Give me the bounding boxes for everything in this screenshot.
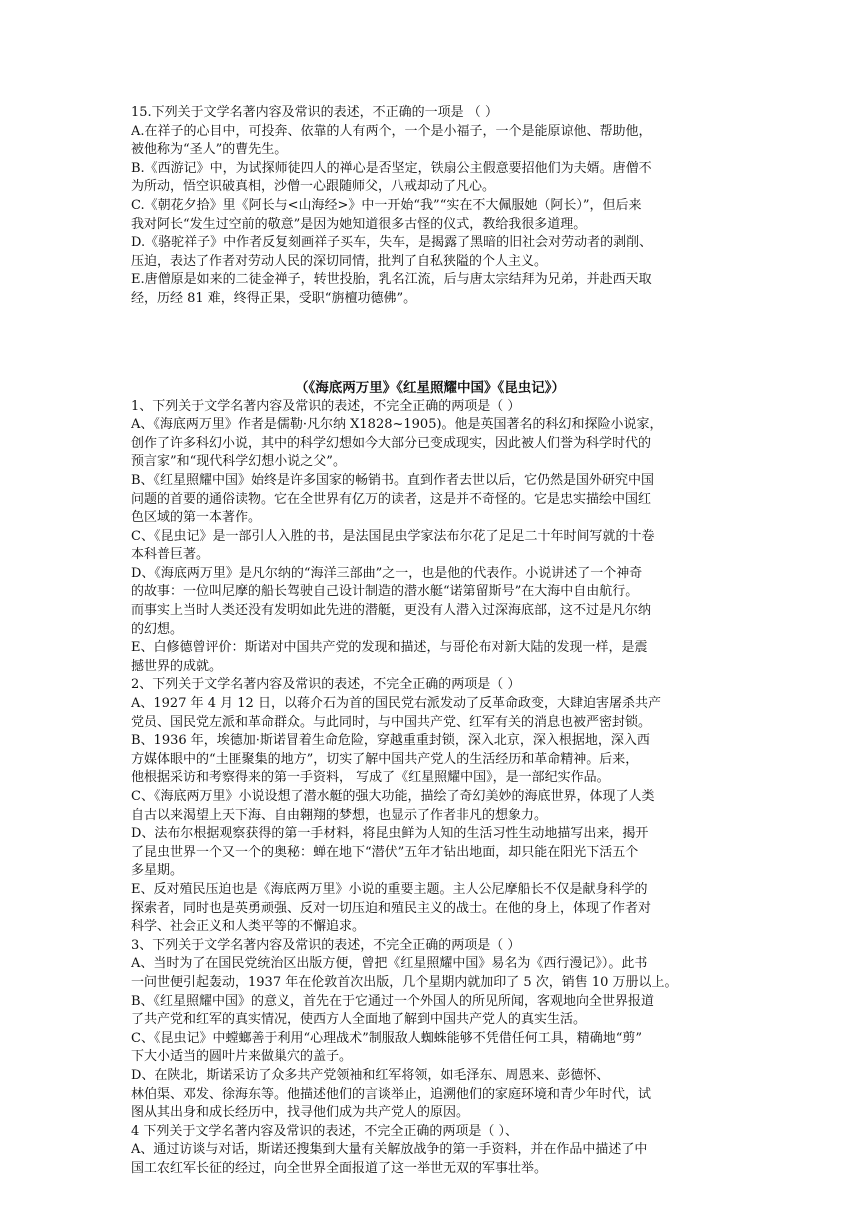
question-15-line: 经，历经 81 难，终得正果，受职“旃檀功德佛”。 bbox=[131, 290, 417, 306]
section-text-line: 下大小适当的圆叶片来做巢穴的盖子。 bbox=[131, 1049, 353, 1065]
section-text-line: A、1927 年 4 月 12 日，以蒋介石为首的国民党右派发动了反革命政变，大肆迫害屠杀共产 bbox=[131, 696, 661, 712]
section-text-line: 本科普巨著。 bbox=[131, 547, 210, 563]
section-text-line: 4 下列关于文学名著内容及常识的表述，不完全正确的两项是（ ）、 bbox=[131, 1123, 519, 1139]
question-15-line: 我对阿长“发生过空前的敬意”是因为她知道很多古怪的仪式，教给我很多道理。 bbox=[131, 216, 587, 232]
section-text-line: 色区域的第一本著作。 bbox=[131, 510, 262, 526]
question-15-line: 15.下列关于文学名著内容及常识的表述，不正确的一项是 （ ） bbox=[131, 105, 498, 120]
section-text-line: B、《红星照耀中国》始终是许多国家的畅销书。直到作者去世以后，它仍然是国外研究中国 bbox=[131, 472, 655, 488]
section-text-line: 1、下列关于文学名著内容及常识的表述，不完全正确的两项是（ ） bbox=[131, 398, 521, 414]
section-text-line: 自古以来渴望上天下海、自由翱翔的梦想，也显示了作者非凡的想象力。 bbox=[131, 807, 548, 823]
section-text-line: 一问世便引起轰动，1937 年在伦敦首次出版，几个星期内就加印了 5 次，销售 10 万册以上。 bbox=[131, 974, 678, 990]
section-text-line: 3、下列关于文学名著内容及常识的表述，不完全正确的两项是（ ） bbox=[131, 937, 521, 953]
question-15-line: 为所动，悟空识破真相，沙僧一心跟随师父，八戒却动了凡心。 bbox=[131, 179, 496, 195]
section-text-line: E、反对殖民压迫也是《海底两万里》小说的重要主题。主人公尼摩船长不仅是献身科学的 bbox=[131, 881, 648, 897]
section-text-line: 林伯渠、邓发、徐海东等。他描述他们的言谈举止，追溯他们的家庭环境和青少年时代，试 bbox=[131, 1086, 652, 1102]
section-text-line: A、当时为了在国民党统治区出版方便，曾把《红星照耀中国》易名为《西行漫记》）。此书 bbox=[131, 956, 648, 972]
section-title: （《海底两万里》《红星照耀中国》《昆虫记》） bbox=[295, 379, 565, 396]
section-questions-block bbox=[131, 398, 729, 1179]
section-text-line: A、《海底两万里》作者是儒勒·凡尔纳 X1828~1905)。他是英国著名的科幻和探险小说家， bbox=[131, 417, 663, 433]
section-text-line: 探索者，同时也是英勇顽强、反对一切压迫和殖民主义的战士。在他的身上，体现了作者对 bbox=[131, 900, 652, 916]
section-text-line: 的幻想。 bbox=[131, 621, 184, 637]
section-text-line: 多星期。 bbox=[131, 863, 184, 879]
section-text-line: 问题的首要的通俗读物。它在全世界有亿万的读者，这是并不奇怪的。它是忠实描绘中国红 bbox=[131, 491, 652, 507]
question-15-line: D.《骆驼祥子》中作者反复刻画祥子买车，失车，是揭露了黑暗的旧社会对劳动者的剥削、 bbox=[131, 235, 653, 251]
section-text-line: 而事实上当时人类还没有发明如此先进的潜艇，更没有人潜入过深海底部，这不过是凡尔纳 bbox=[131, 603, 652, 619]
section-text-line: 了昆虫世界一个又一个的奥秘：蝉在地下“潜伏”五年才钻出地面，却只能在阳光下活五个 bbox=[131, 844, 639, 860]
section-text-line: 国工农红军长征的经过，向全世界全面报道了这一举世无双的军事壮举。 bbox=[131, 1160, 548, 1176]
question-15-block bbox=[131, 104, 729, 309]
section-text-line: A、通过访谈与对话，斯诺还搜集到大量有关解放战争的第一手资料，并在作品中描述了中 bbox=[131, 1142, 648, 1158]
question-15-line: C.《朝花夕拾》里《阿长与<山海经>》中一开始“我”“实在不大佩服她（阿长）”，但后来 bbox=[131, 197, 642, 213]
section-text-line: 方媒体眼中的“土匪聚集的地方”，切实了解中国共产党人的生活经历和革命精神。后来， bbox=[131, 751, 639, 767]
section-text-line: 他根据采访和考察得来的第一手资料， 写成了《红星照耀中国》，是一部纪实作品。 bbox=[131, 770, 610, 786]
question-15-line: B.《西游记》中，为试探师徒四人的禅心是否坚定，铁扇公主假意要招他们为夫婿。唐僧不 bbox=[131, 160, 652, 176]
section-text-line: C、《海底两万里》小说设想了潜水艇的强大功能，描绘了奇幻美妙的海底世界，体现了人类 bbox=[131, 789, 655, 804]
section-text-line: B、《红星照耀中国》的意义，首先在于它通过一个外国人的所见所闻，客观地向全世界报道 bbox=[131, 993, 655, 1009]
section-text-line: 2、下列关于文学名著内容及常识的表述，不完全正确的两项是（ ） bbox=[131, 677, 521, 693]
section-text-line: 了共产党和红军的真实情况，使西方人全面地了解到中国共产党人的真实生活。 bbox=[131, 1012, 587, 1028]
section-text-line: 创作了许多科幻小说，其中的科学幻想如今大部分已变成现实，因此被人们誉为科学时代的 bbox=[131, 435, 652, 451]
section-text-line: E、白修德曾评价：斯诺对中国共产党的发现和描述，与哥伦布对新大陆的发现一样，是震 bbox=[131, 640, 648, 656]
question-15-line: 压迫，表达了作者对劳动人民的深切同情，批判了自私狭隘的个人主义。 bbox=[131, 253, 548, 269]
section-text-line: 的故事：一位叫尼摩的船长驾驶自己设计制造的潜水艇“诺第留斯号”在大海中自由航行。 bbox=[131, 584, 639, 600]
section-text-line: 党员、国民党左派和革命群众。与此同时，与中国共产党、红军有关的消息也被严密封锁。 bbox=[131, 714, 652, 730]
section-text-line: 图从其出身和成长经历中，找寻他们成为共产党人的原因。 bbox=[131, 1105, 470, 1121]
question-15-line: E.唐僧原是如来的二徒金禅子，转世投胎，乳名江流，后与唐太宗结拜为兄弟，并赴西天取 bbox=[131, 272, 652, 288]
document-page bbox=[131, 104, 729, 1178]
section-text-line: C、《昆虫记》中螳螂善于利用“心理战术”制服敌人蜘蛛能够不凭借任何工具，精确地“剪” bbox=[131, 1030, 643, 1046]
section-text-line: 撼世界的成就。 bbox=[131, 658, 223, 674]
question-15-line: 被他称为“圣人”的曹先生。 bbox=[131, 142, 288, 158]
section-text-line: 科学、社会正义和人类平等的不懈追求。 bbox=[131, 919, 366, 935]
section-text-line: C、《昆虫记》是一部引人入胜的书，是法国昆虫学家法布尔花了足足二十年时间写就的十卷 bbox=[131, 528, 655, 544]
section-text-line: 预言家”和“现代科学幻想小说之父”。 bbox=[131, 454, 346, 470]
question-15-line: A.在祥子的心目中，可投奔、依靠的人有两个，一个是小福子，一个是能原谅他、帮助他， bbox=[131, 123, 652, 139]
section-text-line: B、1936 年，埃德加·斯诺冒着生命危险，穿越重重封锁，深入北京，深入根据地，深入西 bbox=[131, 733, 650, 749]
section-text-line: D、《海底两万里》是凡尔纳的“海洋三部曲”之一，也是他的代表作。小说讲述了一个神奇 bbox=[131, 565, 643, 581]
section-text-line: D、在陕北，斯诺采访了众多共产党领袖和红军将领，如毛泽东、周恩来、彭德怀、 bbox=[131, 1067, 610, 1083]
section-text-line: D、法布尔根据观察获得的第一手材料，将昆虫鲜为人知的生活习性生动地描写出来，揭开 bbox=[131, 826, 649, 842]
